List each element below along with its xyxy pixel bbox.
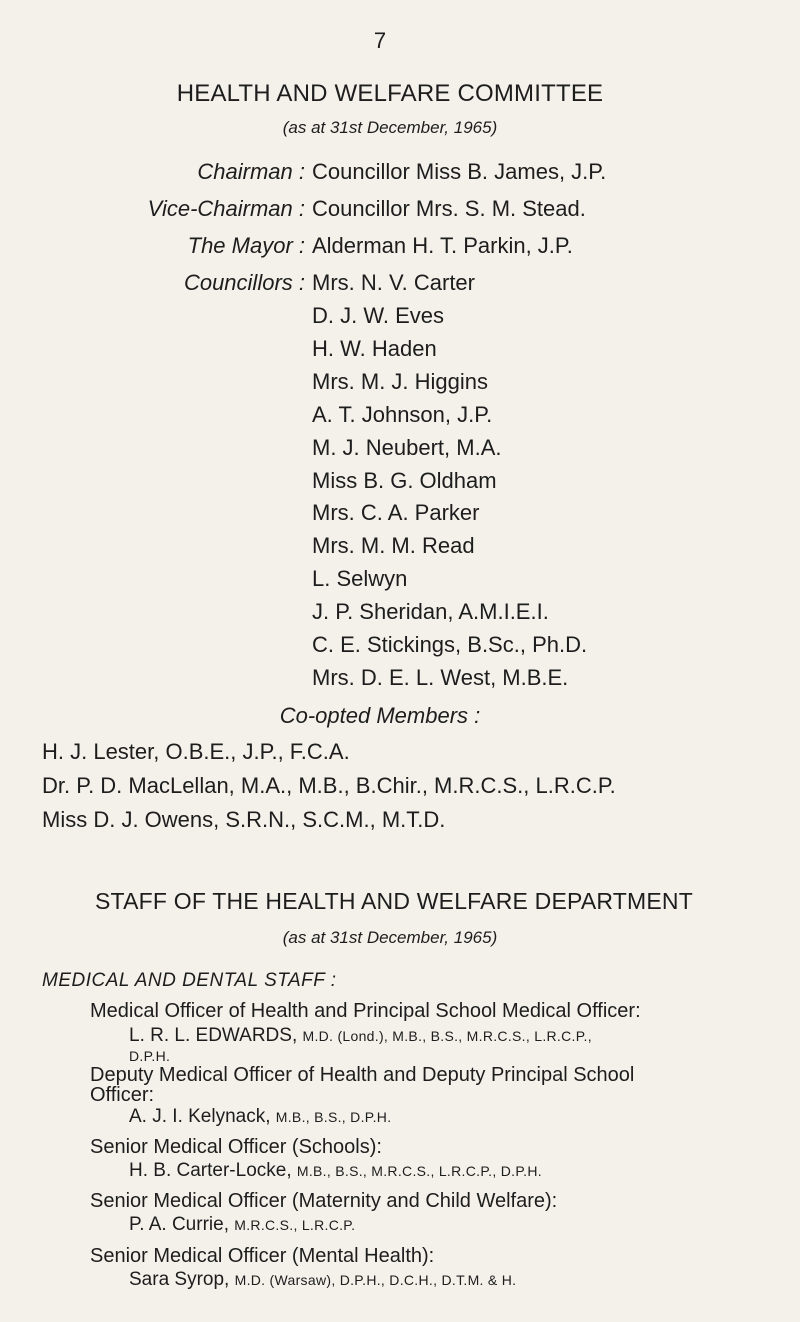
councillors-label: Councillors : xyxy=(183,270,305,295)
staff-name-line xyxy=(129,1106,391,1128)
staff-role: Officer: xyxy=(90,1084,155,1106)
councillor-item: D. J. W. Eves xyxy=(312,303,445,328)
staff-role: Medical Officer of Health and Principal School Medical Officer: xyxy=(90,1000,641,1022)
staff-name: H. B. Carter-Locke, xyxy=(129,1160,292,1181)
councillor-item: J. P. Sheridan, A.M.I.E.I. xyxy=(312,599,549,624)
staff-qualifications: M.D. (Warsaw), D.P.H., D.C.H., D.T.M. & H. xyxy=(234,1272,517,1288)
councillor-item: L. Selwyn xyxy=(312,566,408,591)
staff-role: Senior Medical Officer (Schools): xyxy=(90,1136,382,1158)
staff-role: Senior Medical Officer (Mental Health): xyxy=(90,1245,435,1267)
staff-qualifications: M.B., B.S., D.P.H. xyxy=(275,1109,392,1125)
chairman-value: Councillor Miss B. James, J.P. xyxy=(312,159,607,184)
page-number: 7 xyxy=(373,28,387,53)
staff-qualifications: D.P.H. xyxy=(129,1048,171,1064)
councillor-item: M. J. Neubert, M.A. xyxy=(312,435,502,460)
staff-name-line xyxy=(129,1160,542,1182)
mayor-value: Alderman H. T. Parkin, J.P. xyxy=(312,233,573,258)
coopted-member: Miss D. J. Owens, S.R.N., S.C.M., M.T.D. xyxy=(42,807,446,832)
councillor-item: H. W. Haden xyxy=(312,336,437,361)
councillor-item: Mrs. M. J. Higgins xyxy=(312,369,489,394)
staff-name: A. J. I. Kelynack, xyxy=(129,1106,271,1127)
councillor-item: Mrs. N. V. Carter xyxy=(312,270,475,295)
coopted-member: Dr. P. D. MacLellan, M.A., M.B., B.Chir., M.R.C.S., L.R.C.P. xyxy=(42,773,616,798)
staff-role: Deputy Medical Officer of Health and Deputy Principal School xyxy=(90,1064,635,1086)
staff-qualifications: M.B., B.S., M.R.C.S., L.R.C.P., D.P.H. xyxy=(296,1163,542,1179)
vice-chairman-label: Vice-Chairman : xyxy=(147,196,305,221)
councillor-item: Mrs. M. M. Read xyxy=(312,533,475,558)
coopted-member: H. J. Lester, O.B.E., J.P., F.C.A. xyxy=(42,739,350,764)
staff-name-line xyxy=(129,1214,355,1236)
councillor-item: Mrs. D. E. L. West, M.B.E. xyxy=(312,665,569,690)
section-heading: MEDICAL AND DENTAL STAFF : xyxy=(42,970,337,991)
vice-chairman-value: Councillor Mrs. S. M. Stead. xyxy=(312,196,586,221)
councillor-item: C. E. Stickings, B.Sc., Ph.D. xyxy=(312,632,588,657)
councillor-item: Mrs. C. A. Parker xyxy=(312,500,480,525)
coopted-heading: Co-opted Members : xyxy=(279,703,481,728)
staff-name: Sara Syrop, xyxy=(129,1269,230,1290)
staff-name-line xyxy=(129,1269,516,1291)
councillor-item: A. T. Johnson, J.P. xyxy=(312,402,493,427)
chairman-label: Chairman : xyxy=(197,159,305,184)
staff-qualifications: M.R.C.S., L.R.C.P. xyxy=(234,1217,356,1233)
staff-name: P. A. Currie, xyxy=(129,1214,229,1235)
staff-date: (as at 31st December, 1965) xyxy=(282,928,498,947)
committee-date: (as at 31st December, 1965) xyxy=(282,118,498,137)
committee-title: HEALTH AND WELFARE COMMITTEE xyxy=(176,80,604,107)
staff-name-line xyxy=(129,1025,592,1047)
staff-title: STAFF OF THE HEALTH AND WELFARE DEPARTMENT xyxy=(95,888,693,914)
staff-role: Senior Medical Officer (Maternity and Child Welfare): xyxy=(90,1190,558,1212)
councillor-item: Miss B. G. Oldham xyxy=(312,468,497,493)
staff-qualifications: M.D. (Lond.), M.B., B.S., M.R.C.S., L.R.C.P., xyxy=(302,1028,592,1044)
staff-name: L. R. L. EDWARDS, xyxy=(129,1025,298,1046)
mayor-label: The Mayor : xyxy=(187,233,305,258)
